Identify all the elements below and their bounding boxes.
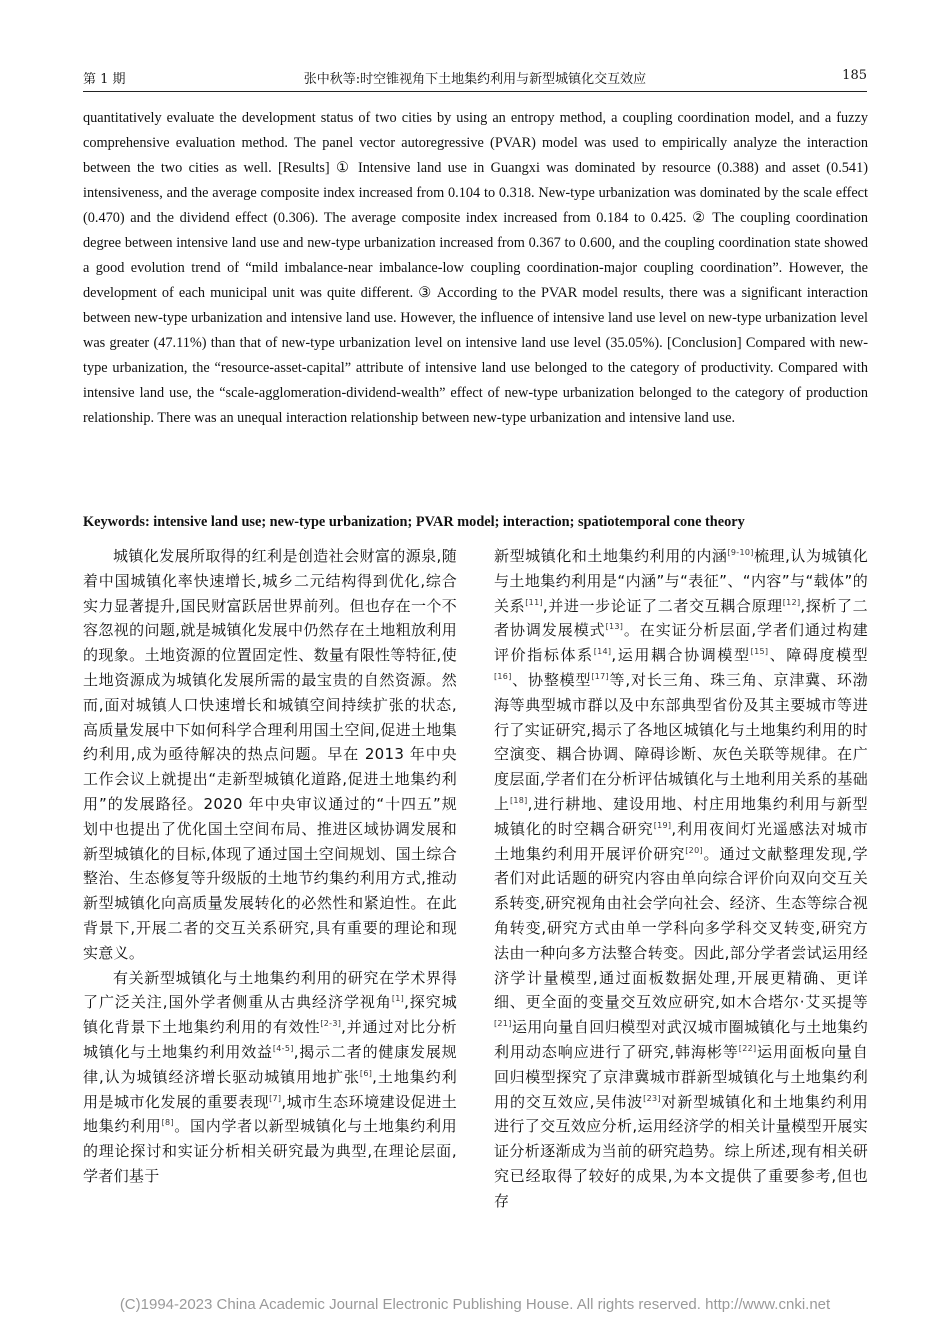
text-segment: ,运用耦合协调模型 <box>611 646 751 665</box>
text-segment: 、障碍度模型 <box>768 646 868 665</box>
text-segment: 。国内学者以新型城镇化与土地集约利用的理论探讨和实证分析相关研究最为典型,在理论层面,学者们基于 <box>83 1117 457 1185</box>
text-segment: 对新型城镇化和土地集约利用进行了交互效应分析,运用经济学的相关计量模型开展实证分析逐渐成为当前的研究趋势。综上所述,现有相关研究已经取得了较好的成果,为本文提供了重要参考,但也存 <box>494 1092 868 1210</box>
text-segment: 等,对长三角、珠三角、京津冀、环渤海等典型城市群以及中东部典型省份及其主要城市等进行了实证研究,揭示了各地区城镇化与土地集约利用的时空演变、耦合协调、障碍诊断、灰色关联等规律。在广度层面,学者们在分析评估城镇化与土地利用关系的基础上 <box>494 670 868 813</box>
text-segment: ,揭示二者的健康发展规律,认为城镇经济增长驱动城镇用地扩张 <box>83 1042 457 1086</box>
paragraph-continued <box>494 544 868 1214</box>
text-segment: 。在实证分析层面,学者们通过构建评价指标体系 <box>494 621 868 665</box>
text-segment: ,探究城镇化背景下土地集约利用的有效性 <box>83 993 457 1037</box>
citation-ref[interactable]: [20] <box>685 845 703 855</box>
citation-ref[interactable]: [2-3] <box>320 1019 342 1029</box>
text-segment: 、协整模型 <box>511 670 592 689</box>
abstract-text: quantitatively evaluate the development status of two cities by using an entropy method, a coupling coordination model, and a fuzzy comprehensive evaluation method. The panel vector autoregressive (PVAR) model was used to empirically analyze the interaction between the two cities as well. [Results] ① Intensive land use in Guangxi was dominated by resource (0.388) and asset (0.541) intensiveness, and the average composite index increased from 0.104 to 0.318. New-type urbanization was dominated by the scale effect (0.470) and the dividend effect (0.306). The average composite index increased from 0.184 to 0.425. ② The coupling coordination degree between intensive land use and new-type urbanization increased from 0.367 to 0.600, and the coupling coordination state showed a good evolution trend of “mild imbalance-near imbalance-low coupling coordination-major coupling coordination”. However, the development of each municipal unit was quite different. ③ According to the PVAR model results, there was a significant interaction between new-type urbanization and intensive land use. However, the influence of intensive land use level on new-type urbanization level was greater (47.11%) than that of new-type urbanization level on intensive land use level (35.05%). [Conclusion] Compared with new-type urbanization, the “resource-asset-capital” attribute of intensive land use belonged to the category of productivity. Compared with intensive land use, the “scale-agglomeration-dividend-wealth” effect of new-type urbanization belonged to the category of production relationship. There was an unequal interaction relationship between new-type urbanization and intensive land use. <box>83 110 868 426</box>
text-segment: 有关新型城镇化与土地集约利用的研究在学术界得了广泛关注,国外学者侧重从古典经济学视角 <box>83 968 457 1012</box>
citation-ref[interactable]: [4-5] <box>272 1043 294 1053</box>
keywords-label: Keywords: <box>83 514 150 530</box>
citation-ref[interactable]: [12] <box>782 597 801 607</box>
paragraph-introduction: 城镇化发展所取得的红利是创造社会财富的源泉,随着中国城镇化率快速增长,城乡二元结构得到优化,综合实力显著提升,国民财富跃居世界前列。但也存在一个不容忽视的问题,就是城镇化发展中仍然存在土地粗放利用的现象。土地资源的位置固定性、数量有限性等特征,使土地资源成为城镇化发展所需的最宝贵的自然资源。然而,面对城镇人口快速增长和城镇空间持续扩张的状态,高质量发展中下如何科学合理利用国土空间,促进土地集约利用,成为亟待解决的热点问题。早在 2013 年中央工作会议上就提出“走新型城镇化道路,促进土地集约利用”的发展路径。2020 年中央审议通过的“十四五”规划中也提出了优化国土空间布局、推进区域协调发展和新型城镇化的目标,体现了通过国土空间规划、国土综合整治、生态修复等升级版的土地节约集约利用方式,推动新型城镇化向高质量发展转化的必然性和紧迫性。在此背景下,开展二者的交互关系研究,具有重要的理论和现实意义。 <box>83 547 457 962</box>
text-segment: 。通过文献整理发现,学者们对此话题的研究内容由单向综合评价向双向交互关系转变,研究视角由社会学向社会、经济、生态等综合视角转变,研究方式由单一学科向多学科交叉转变,研究方法由一种向多方法整合转变。因此,部分学者尝试运用经济学计量模型,通过面板数据处理,开展更精确、更详细、更全面的变量交互效应研究,如木合塔尔·艾买提等 <box>494 844 868 1012</box>
text-segment: ,并通过对比分析城镇化与土地集约利用效益 <box>83 1018 457 1061</box>
text-segment: ,土地集约利用是城市化发展的重要表现 <box>83 1067 457 1111</box>
citation-ref[interactable]: [16] <box>494 671 512 681</box>
issue-number: 第 1 期 <box>83 72 126 87</box>
text-segment: ,并进一步论证了二者交互耦合原理 <box>542 596 783 615</box>
running-title: 张中秋等:时空锥视角下土地集约利用与新型城镇化交互效应 <box>303 72 647 87</box>
page-number: 185 <box>842 68 867 83</box>
citation-ref[interactable]: [18] <box>509 795 528 805</box>
citation-ref[interactable]: [7] <box>269 1093 282 1103</box>
text-segment: ,利用夜间灯光遥感法对城市土地集约利用开展评价研究 <box>494 819 868 863</box>
citation-ref[interactable]: [1] <box>391 994 405 1004</box>
citation-ref[interactable]: [23] <box>643 1093 661 1103</box>
text-segment: 梳理,认为城镇化与土地集约利用是“内涵”与“表征”、“内容”与“载体”的关系 <box>494 547 868 615</box>
citation-ref[interactable]: [15] <box>750 647 769 657</box>
text-segment: 运用面板向量自回归模型探究了京津冀城市群新型城镇化与土地集约利用的交互效应,吴伟波 <box>494 1042 868 1111</box>
citation-ref[interactable]: [14] <box>593 647 612 657</box>
citation-ref[interactable]: [6] <box>359 1068 373 1078</box>
citation-ref[interactable]: [8] <box>161 1118 174 1128</box>
copyright-footer: (C)1994-2023 China Academic Journal Electronic Publishing House. All rights reserved. http://www.cnki.net <box>119 1296 831 1313</box>
citation-ref[interactable]: [21] <box>494 1019 512 1029</box>
keywords-text: intensive land use; new-type urbanization; PVAR model; interaction; spatiotemporal cone theory <box>153 514 745 530</box>
text-segment: ,进行耕地、建设用地、村庄用地集约利用与新型城镇化的时空耦合研究 <box>494 794 868 838</box>
text-segment: 新型城镇化和土地集约利用的内涵 <box>494 547 728 565</box>
citation-ref[interactable]: [9-10] <box>727 548 754 557</box>
citation-ref[interactable]: [22] <box>738 1043 757 1053</box>
text-segment: 运用向量自回归模型对武汉城市圈城镇化与土地集约利用动态响应进行了研究,韩海彬等 <box>494 1018 868 1061</box>
citation-ref[interactable]: [19] <box>653 820 672 830</box>
citation-ref[interactable]: [11] <box>525 597 543 607</box>
english-abstract <box>83 106 868 431</box>
body-column-left <box>83 544 457 1189</box>
running-header <box>83 68 867 90</box>
citation-ref[interactable]: [17] <box>591 671 609 681</box>
header-rule <box>83 91 867 92</box>
citation-ref[interactable]: [13] <box>605 622 624 632</box>
keywords-line <box>83 510 868 534</box>
body-column-right <box>494 544 868 1214</box>
text-segment: ,探析了二者协调发展模式 <box>494 596 868 640</box>
paragraph-literature-review <box>83 966 457 1189</box>
text-segment: ,城市生态环境建设促进土地集约利用 <box>83 1092 457 1136</box>
